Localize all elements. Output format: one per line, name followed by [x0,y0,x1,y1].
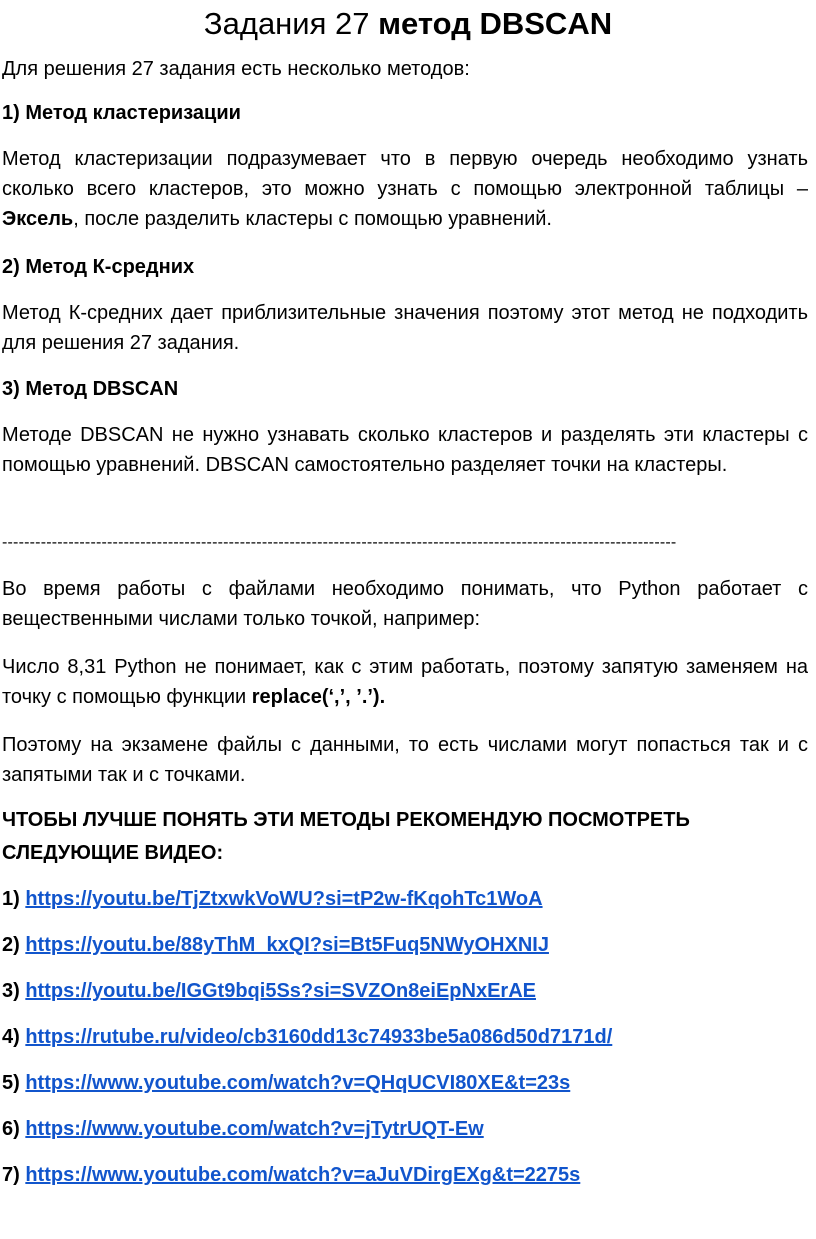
video-link[interactable]: https://www.youtube.com/watch?v=jTytrUQT-Ew [25,1118,484,1140]
video-link-item [2,1068,808,1098]
video-link-number: 7) [2,1164,26,1186]
video-link-number: 5) [2,1072,26,1094]
video-link-item [2,884,808,914]
method-2-heading: 2) Метод К-средних [2,256,195,278]
title-regular: Задания 27 [203,6,379,41]
method-2-paragraph: Метод К-средних дает приблизительные значения поэтому этот метод не подходить для решения 27 задания. [2,302,808,354]
note-paragraph-2 [2,652,808,712]
video-link[interactable]: https://youtu.be/TjZtxwkVoWU?si=tP2w-fKqohTc1WoA [25,888,543,910]
video-link-number: 1) [2,888,26,910]
video-link-number: 6) [2,1118,26,1140]
video-link[interactable]: https://youtu.be/IGGt9bqi5Ss?si=SVZOn8eiEpNxErAE [25,980,536,1002]
method-3-heading: 3) Метод DBSCAN [2,378,179,400]
method-3-paragraph: Методе DBSCAN не нужно узнавать сколько кластеров и разделять эти кластеры с помощью уравнений. DBSCAN самостоятельно разделяет точки на кластеры. [2,424,808,476]
video-link[interactable]: https://rutube.ru/video/cb3160dd13c74933be5a086d50d7171d/ [25,1026,613,1048]
video-link-item [2,1022,808,1052]
video-link[interactable]: https://www.youtube.com/watch?v=aJuVDirgEXg&t=2275s [25,1164,581,1186]
video-link-number: 4) [2,1026,26,1048]
video-link-item [2,930,808,960]
intro-paragraph: Для решения 27 задания есть несколько методов: [2,58,470,80]
dashed-divider: -------------------------------------------------------------------------------------------------------------------------- [2,534,677,551]
video-link-item [2,1160,808,1190]
note-paragraph-3: Поэтому на экзамене файлы с данными, то есть числами могут попасться так и с запятыми так и с точками. [2,734,808,786]
replace-function-code: replace(‘,’, ’.’). [251,686,386,708]
page-title [0,4,816,44]
video-link-item [2,1114,808,1144]
video-link-item [2,976,808,1006]
title-bold: метод DBSCAN [378,6,613,41]
method-1-heading: 1) Метод кластеризации [2,102,241,124]
method-1-text-before: Метод кластеризации подразумевает что в первую очередь необходимо узнать сколько всего кластеров, это можно узнать с помощью электронной таблицы – [2,148,808,200]
video-link-number: 2) [2,934,26,956]
video-link[interactable]: https://www.youtube.com/watch?v=QHqUCVI80XE&t=23s [25,1072,571,1094]
method-1-text-after: , после разделить кластеры с помощью уравнений. [73,208,552,230]
videos-heading: ЧТОБЫ ЛУЧШЕ ПОНЯТЬ ЭТИ МЕТОДЫ РЕКОМЕНДУЮ ПОСМОТРЕТЬ СЛЕДУЮЩИЕ ВИДЕО: [2,809,690,864]
method-1-paragraph [2,144,808,234]
note-paragraph-1: Во время работы с файлами необходимо понимать, что Python работает с вещественными числами только точкой, например: [2,578,808,630]
note-2-text-before: Число 8,31 Python не понимает, как с этим работать, поэтому запятую заменяем на точку с помощью функции [2,656,808,708]
video-link[interactable]: https://youtu.be/88yThM_kxQI?si=Bt5Fuq5NWyOHXNIJ [25,934,549,956]
video-link-number: 3) [2,980,26,1002]
method-1-text-bold: Эксель [2,208,74,230]
